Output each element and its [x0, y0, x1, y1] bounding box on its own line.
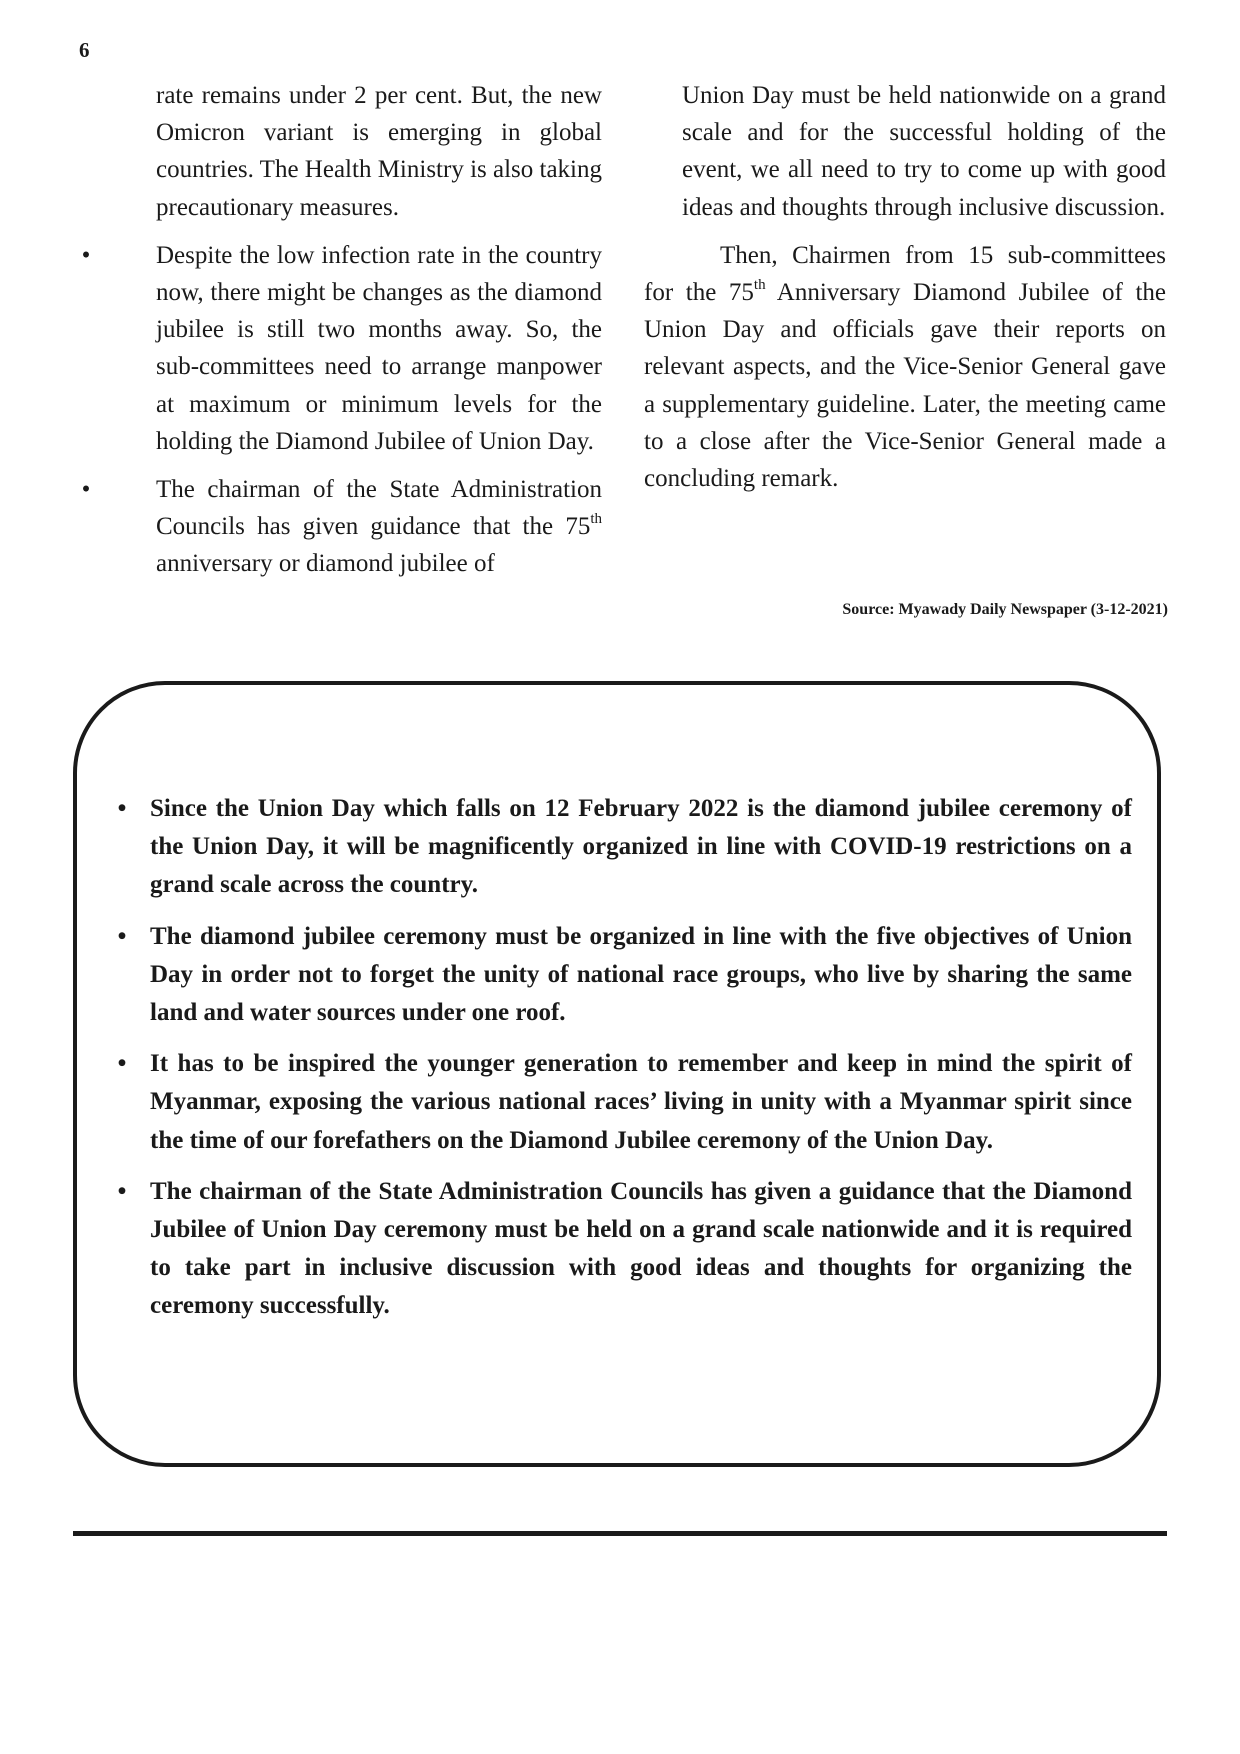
- bullet-icon: •: [81, 476, 91, 504]
- bullet-icon: •: [117, 1177, 127, 1205]
- bottom-divider: [73, 1531, 1167, 1536]
- bullet-icon: •: [117, 795, 127, 822]
- right-paragraph: [644, 237, 1166, 497]
- superscript: th: [590, 510, 602, 527]
- bullet-icon: •: [117, 1050, 127, 1078]
- highlight-item-text: It has to be inspired the younger generation to remember and keep in mind the spirit of Myanmar, exposing the various national races’ living in unity with a Myanmar spirit since the time of our forefathers on the Diamond Jubilee ceremony of the Union Day.: [150, 1050, 1132, 1154]
- highlight-item-text: The chairman of the State Administration Councils has given a guidance that the Diamond Jubilee of Union Day ceremony must be held on a grand scale nationwide and it is required to take part in inclusive discussion with good ideas and thoughts for organizing the ceremony successfully.: [150, 1177, 1132, 1320]
- highlight-item: [117, 1173, 1132, 1326]
- left-bullet-item: [81, 237, 602, 460]
- left-intro-paragraph: rate remains under 2 per cent. But, the new Omicron variant is emerging in global countries. The Health Ministry is also taking precautionary measures.: [156, 82, 602, 221]
- left-bullet-text: Despite the low infection rate in the country now, there might be changes as the diamond jubilee is still two months away. So, the sub-committees need to arrange manpower at maximum or minimum levels for the holding the Diamond Jubilee of Union Day.: [156, 241, 602, 455]
- right-paragraph-text-cont: Anniversary Diamond Jubilee of the Union Day and officials gave their reports on relevant aspects, and the Vice-Senior General gave a supplementary guideline. Later, the meeting came to a close after the Vice-Senior General made a concluding remark.: [644, 279, 1166, 493]
- left-column: [81, 77, 602, 583]
- right-paragraph-text: Then, Chairmen from 15 sub-committees for the 75: [644, 241, 1166, 307]
- source-citation: Source: Myawady Daily Newspaper (3-12-2021): [842, 601, 1168, 618]
- bullet-icon: •: [117, 922, 127, 950]
- highlight-item: [117, 918, 1132, 1033]
- highlight-item-text: The diamond jubilee ceremony must be organized in line with the five objectives of Union Day in order not to forget the unity of national race groups, who live by sharing the same land and water sources under one roof.: [150, 922, 1132, 1027]
- highlight-item: [117, 1045, 1132, 1160]
- bullet-icon: •: [81, 241, 91, 269]
- left-bullet-item: [81, 471, 602, 583]
- left-bullet-text-cont: anniversary or diamond jubilee of: [156, 550, 495, 578]
- highlight-item-text: Since the Union Day which falls on 12 February 2022 is the diamond jubilee ceremony of the Union Day, it will be magnificently organized in line with COVID-19 restrictions on a grand scale across the country.: [150, 795, 1132, 899]
- left-bullet-text: The chairman of the State Administration Councils has given guidance that the 75: [156, 476, 602, 541]
- highlight-list: [117, 790, 1132, 1339]
- superscript: th: [753, 276, 766, 293]
- highlight-item: [117, 790, 1132, 905]
- right-column: [644, 77, 1166, 497]
- right-continuation-paragraph: Union Day must be held nationwide on a grand scale and for the successful holding of the event, we all need to try to come up with good ideas and thoughts through inclusive discussion.: [682, 82, 1166, 221]
- page-number: 6: [79, 38, 90, 62]
